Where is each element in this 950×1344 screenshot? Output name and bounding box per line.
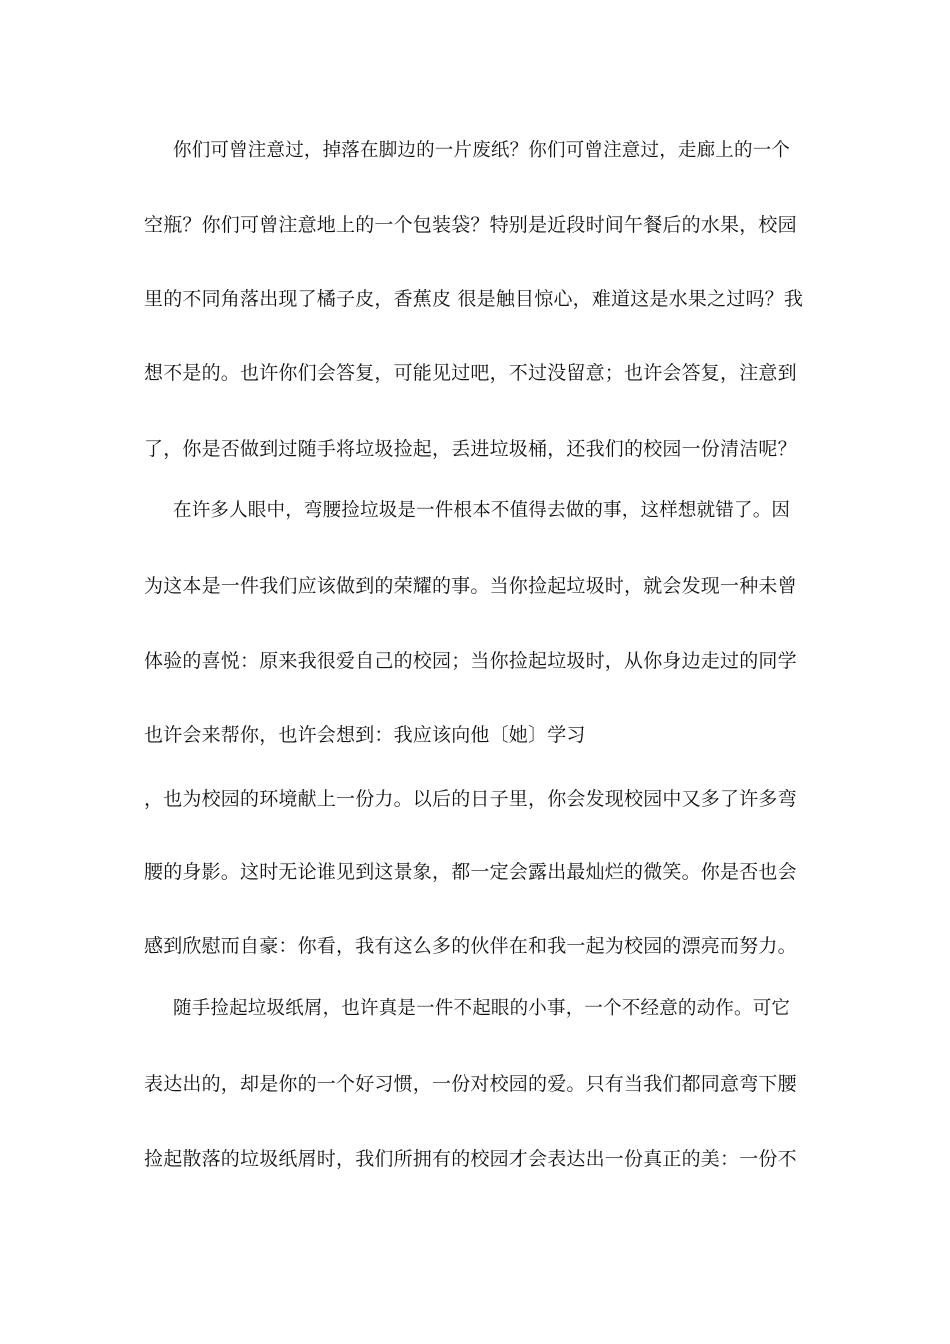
text-line: 体验的喜悦：原来我很爱自己的校园；当你捡起垃圾时，从你身边走过的同学	[144, 650, 797, 672]
text-line: 为这本是一件我们应该做到的荣耀的事。当你捡起垃圾时，就会发现一种未曾	[144, 575, 797, 597]
text-line: 在许多人眼中，弯腰捡垃圾是一件根本不值得去做的事，这样想就错了。因	[173, 500, 791, 521]
text-line: 随手捡起垃圾纸屑，也许真是一件不起眼的小事，一个不经意的动作。可它	[173, 998, 791, 1019]
text-line: 感到欣慰而自豪：你看，我有这么多的伙伴在和我一起为校园的漂亮而努力。	[144, 935, 797, 957]
text-line: 空瓶？你们可曾注意地上的一个包装袋？特别是近段时间午餐后的水果，校园	[144, 214, 797, 236]
text-line: 里的不同角落出现了橘子皮，香蕉皮 很是触目惊心，难道这是水果之过吗？我	[144, 288, 804, 310]
text-line: 了，你是否做到过随手将垃圾捡起，丢进垃圾桶，还我们的校园一份清洁呢？	[144, 438, 797, 460]
text-line: 想不是的。也许你们会答复，可能见过吧，不过没留意；也许会答复，注意到	[144, 362, 797, 384]
text-line: 也许会来帮你，也许会想到：我应该向他〔她〕学习	[144, 724, 586, 746]
text-line: 捡起散落的垃圾纸屑时，我们所拥有的校园才会表达出一份真正的美：一份不	[144, 1148, 797, 1170]
text-line: ，也为校园的环境献上一份力。以后的日子里，你会发现校园中又多了许多弯	[144, 788, 797, 810]
text-line: 表达出的，却是你的一个好习惯，一份对校园的爱。只有当我们都同意弯下腰	[144, 1073, 797, 1095]
text-line: 腰的身影。这时无论谁见到这景象，都一定会露出最灿烂的微笑。你是否也会	[144, 861, 797, 883]
text-line: 你们可曾注意过，掉落在脚边的一片废纸？你们可曾注意过，走廊上的一个	[173, 140, 791, 161]
